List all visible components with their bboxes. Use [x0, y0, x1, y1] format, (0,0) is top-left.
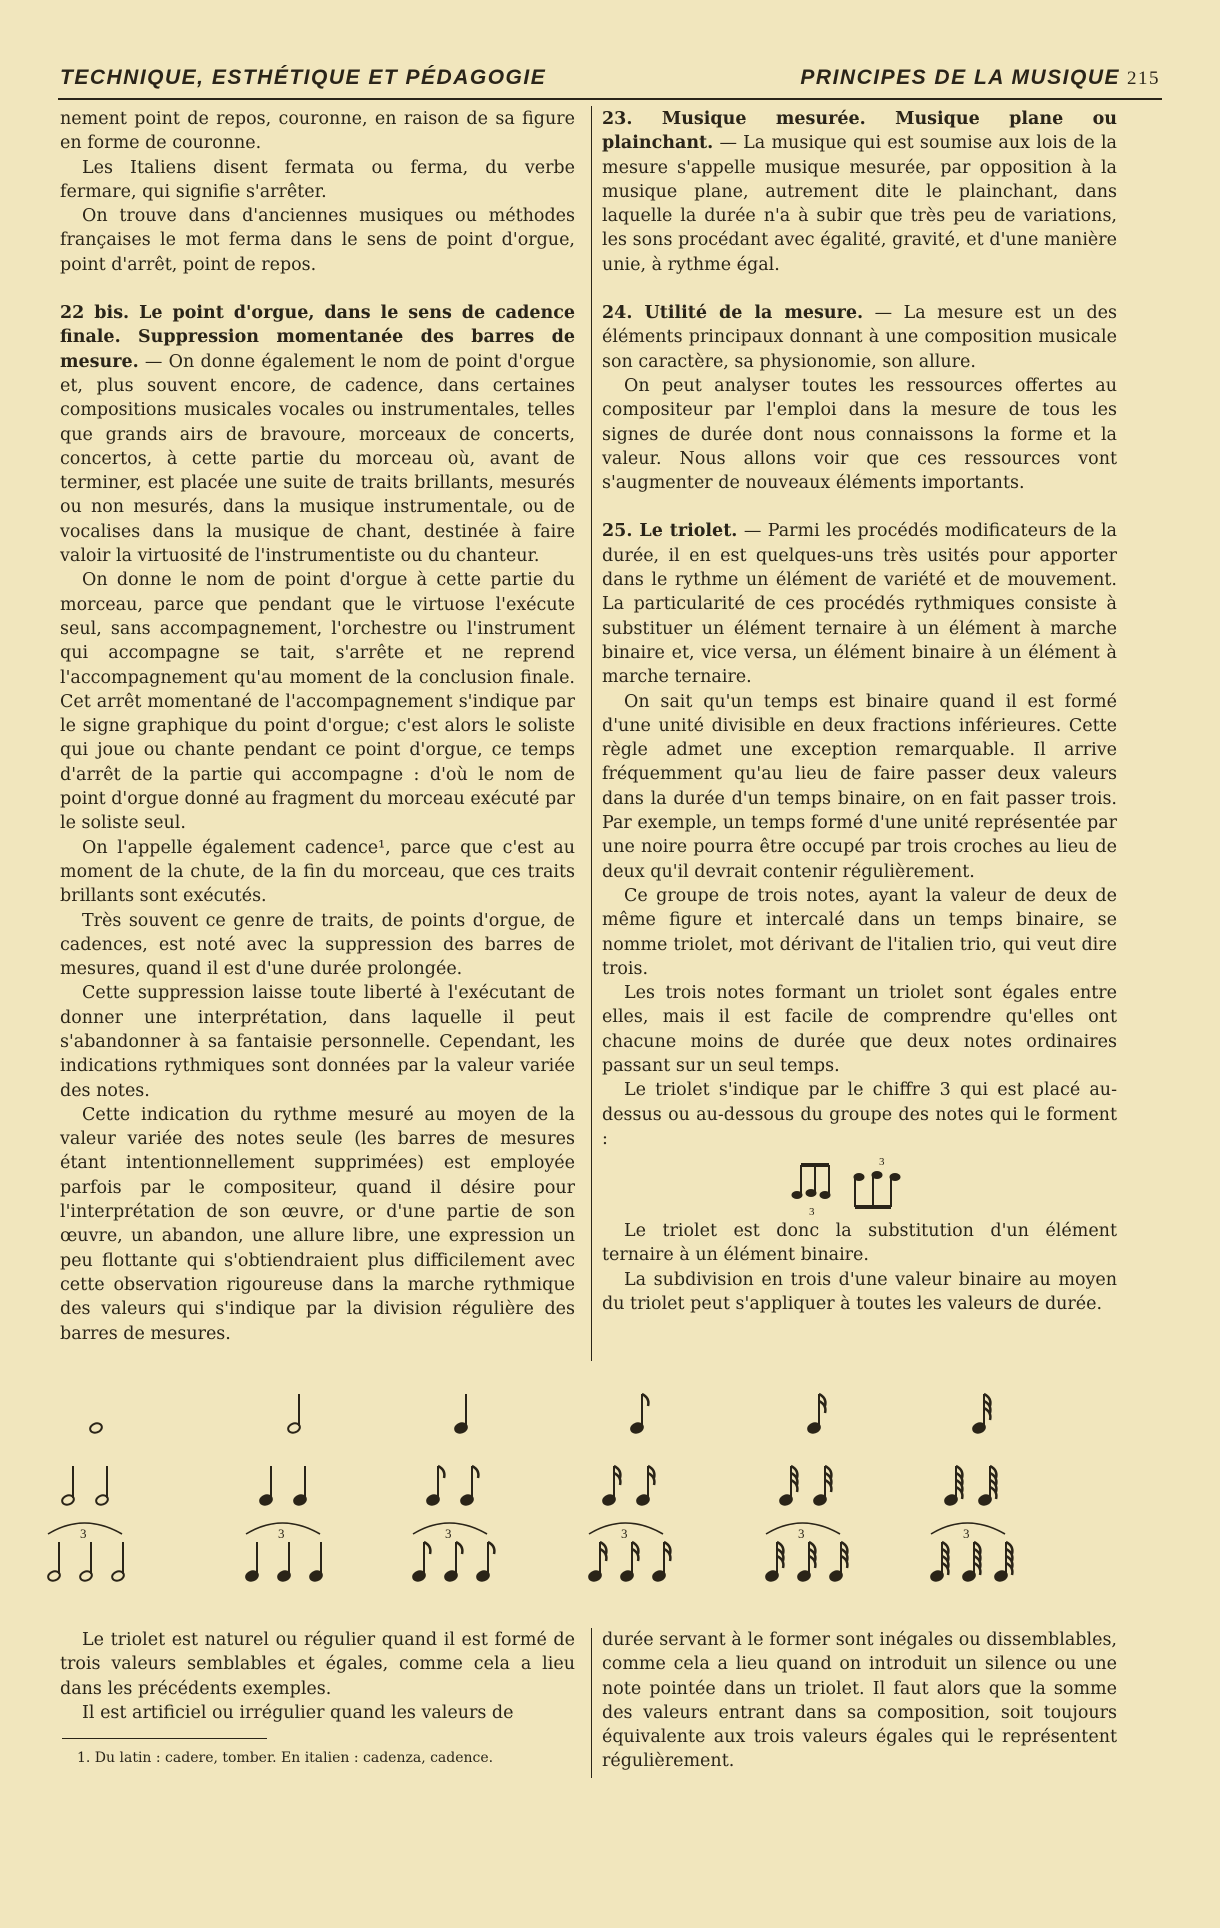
section-23 — [602, 107, 1117, 277]
triplet-number: 3 — [80, 1526, 87, 1541]
paragraph: Le triolet s'indique par le chiffre 3 qui est placé au-dessus ou au-dessous du groupe des notes qui le forment : — [602, 1080, 1117, 1149]
section-24 — [602, 301, 1117, 374]
section-text: — Parmi les procédés modificateurs de la durée, il en est quelques-uns très usités pour apporter dans le rythme un élément de variété et de mouvement. La particularité de ces procédés rythmiques consiste à substituer un élément ternaire à un élément à marche binaire et, vice versa, un élément binaire à un élément à marche ternaire. — [602, 521, 1117, 688]
paragraph: nement point de repos, couronne, en raison de sa figure en forme de couronne. — [60, 109, 575, 154]
triplet-number: 3 — [963, 1526, 970, 1541]
paragraph: Cette suppression laisse toute liberté à l'exécutant de donner une interprétation, dans laquelle il peut s'abandonner à sa fantaisie personnelle. Cependant, les indications rythmiques sont données par la valeur variée des notes. — [60, 983, 575, 1101]
section-title: 24. Utilité de la mesure. — [602, 303, 864, 324]
triplet-number: 3 — [798, 1526, 805, 1541]
triplet-notation-example — [602, 1151, 1117, 1219]
section-title: 22 bis. Le point d'orgue, dans le sens de cadence finale. Suppression momentanée des barres de mesure. — [60, 303, 575, 372]
running-header — [60, 66, 1160, 96]
paragraph: La subdivision en trois d'une valeur binaire au moyen du triolet peut s'appliquer à toutes les valeurs de durée. — [602, 1269, 1117, 1315]
triplet-number-above: 3 — [879, 1156, 885, 1169]
header-rule — [58, 98, 1162, 100]
paragraph: Le triolet est naturel ou régulier quand il est formé de trois valeurs semblables et égales, comme cela a lieu dans les précédents exemples. — [60, 1630, 575, 1699]
paragraph: Il est artificiel ou irrégulier quand les valeurs de — [82, 1702, 514, 1723]
triplet-number: 3 — [278, 1526, 285, 1541]
section-text: — La musique qui est soumise aux lois de la mesure s'appelle musique mesurée, par opposition à la musique plane, autrement dite le plainchant, dans laquelle la durée n'a à subir que très peu de variations, les sons procédant avec égalité, gravité, et d'une manière unie, à rythme égal. — [602, 133, 1117, 275]
bottom-left-column — [60, 1628, 575, 1725]
right-column — [602, 107, 1117, 1316]
paragraph: On donne le nom de point d'orgue à cette partie du morceau, parce que pendant que le virtuose l'exécute seul, sans accompagnement, l'orchestre ou l'instrument qui accompagne se tait, s'arrête et ne reprend l'accompagnement qu'au moment de la conclusion finale. Cet arrêt momentané de l'accompagnement s'indique par le signe graphique du point d'orgue; c'est alors le soliste qui joue ou chante pendant ce point d'orgue, ce temps d'arrêt de la partie qui accompagne : d'où le nom de point d'orgue donné au fragment du morceau exécuté par le soliste seul. — [60, 570, 575, 834]
paragraph: Les trois notes formant un triolet sont égales entre elles, mais il est facile de comprendre qu'elles ont chacune moins de durée que deux notes ordinaires passant sur un seul temps. — [602, 983, 1117, 1076]
paragraph: durée servant à le former sont inégales ou dissemblables, comme cela a lieu quand on introduit un silence ou une note pointée dans un triolet. Il faut alors que la somme des valeurs entrant dans sa composition, soit toujours équivalente aux trois valeurs égales qui le représentent régulièrement. — [602, 1630, 1117, 1772]
paragraph: Très souvent ce genre de traits, de points d'orgue, de cadences, est noté avec la suppression des barres de mesures, quand il est d'une durée prolongée. — [60, 910, 575, 980]
paragraph: On sait qu'un temps est binaire quand il est formé d'une unité divisible en deux fractions inférieures. Cette règle admet une exception remarquable. Il arrive fréquemment qu'au lieu de faire passer deux valeurs dans la durée d'un temps binaire, on en fait passer trois. Par exemple, un temps formé d'une unité représentée par une noire pourra être occupé par trois croches au lieu de deux qu'il devrait contenir régulièrement. — [602, 691, 1117, 882]
triplet-notes-figure — [787, 1155, 927, 1219]
paragraph: Cette indication du rythme mesuré au moyen de la valeur variée des notes seule (les barres de mesures étant intentionnellement supprimées) est employée parfois par le compositeur, quand il désire pour l'interprétation de son œuvre, or d'une partie de son œuvre, un abandon, une allure libre, une expression un peu flottante qui s'obtiendraient plus difficilement avec cette observation rigoureuse dans la marche rythmique des valeurs qui s'indique par la division régulière des barres de mesures. — [60, 1104, 575, 1344]
section-text: — On donne également le nom de point d'orgue et, plus souvent encore, de cadence, dans certaines compositions musicales vocales ou instrumentales, telles que grands airs de bravoure, morceaux de concerts, concertos, à cette partie du morceau où, avant de terminer, est placée une suite de traits brillants, mesurés ou non mesurés, dans la musique instrumentale, ou de vocalises dans la musique de chant, destinée à faire valoir la virtuosité de l'instrumentiste ou du chanteur. — [60, 351, 575, 567]
paragraph: On l'appelle également cadence¹, parce que c'est au moment de la chute, de la fin du morceau, que ces traits brillants sont exécutés. — [60, 837, 575, 907]
header-left-title: TECHNIQUE, ESTHÉTIQUE ET PÉDAGOGIE — [60, 66, 547, 89]
section-title: 25. Le triolet. — [602, 521, 738, 542]
paragraph: On trouve dans d'anciennes musiques ou méthodes françaises le mot ferma dans le sens de point d'orgue, point d'arrêt, point de repos. — [60, 206, 575, 275]
column-divider — [591, 106, 592, 1361]
footnote-rule — [62, 1738, 267, 1739]
triplet-number: 3 — [621, 1526, 628, 1541]
triplet-number: 3 — [445, 1526, 452, 1541]
bottom-column-divider — [591, 1628, 592, 1778]
whole-note — [89, 1422, 103, 1435]
section-25 — [602, 519, 1117, 689]
footnote: 1. Du latin : cadere, tomber. En italien : cadenza, cadence. — [77, 1750, 494, 1766]
paragraph: Les Italiens disent fermata ou ferma, du verbe fermare, qui signifie s'arrêter. — [60, 157, 575, 202]
header-right-title: PRINCIPES DE LA MUSIQUE — [800, 66, 1120, 89]
page-number: 215 — [1127, 68, 1160, 89]
paragraph: On peut analyser toutes les ressources offertes au compositeur par l'emploi dans la mesure de tous les signes de durée dont nous connaissons la forme et la valeur. Nous allons voir que ces ressources vont s'augmenter de nouveaux éléments importants. — [602, 375, 1117, 494]
paragraph: Le triolet est donc la substitution d'un élément ternaire à un élément binaire. — [602, 1221, 1117, 1266]
left-column — [60, 107, 575, 1346]
section-title: 23. Musique mesurée. Musique plane ou plainchant. — [602, 109, 1117, 154]
bottom-right-column — [602, 1628, 1117, 1774]
section-text: — La mesure est un des éléments principaux donnant à une composition musicale son caractère, sa physionomie, son allure. — [602, 303, 1117, 372]
note-value-triplet-table — [80, 1380, 1120, 1590]
section-22bis — [60, 301, 575, 568]
triplet-number-below: 3 — [809, 1206, 815, 1219]
paragraph: Ce groupe de trois notes, ayant la valeur de deux de même figure et intercalé dans un temps binaire, se nomme triolet, mot dérivant de l'italien trio, qui veut dire trois. — [602, 885, 1117, 979]
